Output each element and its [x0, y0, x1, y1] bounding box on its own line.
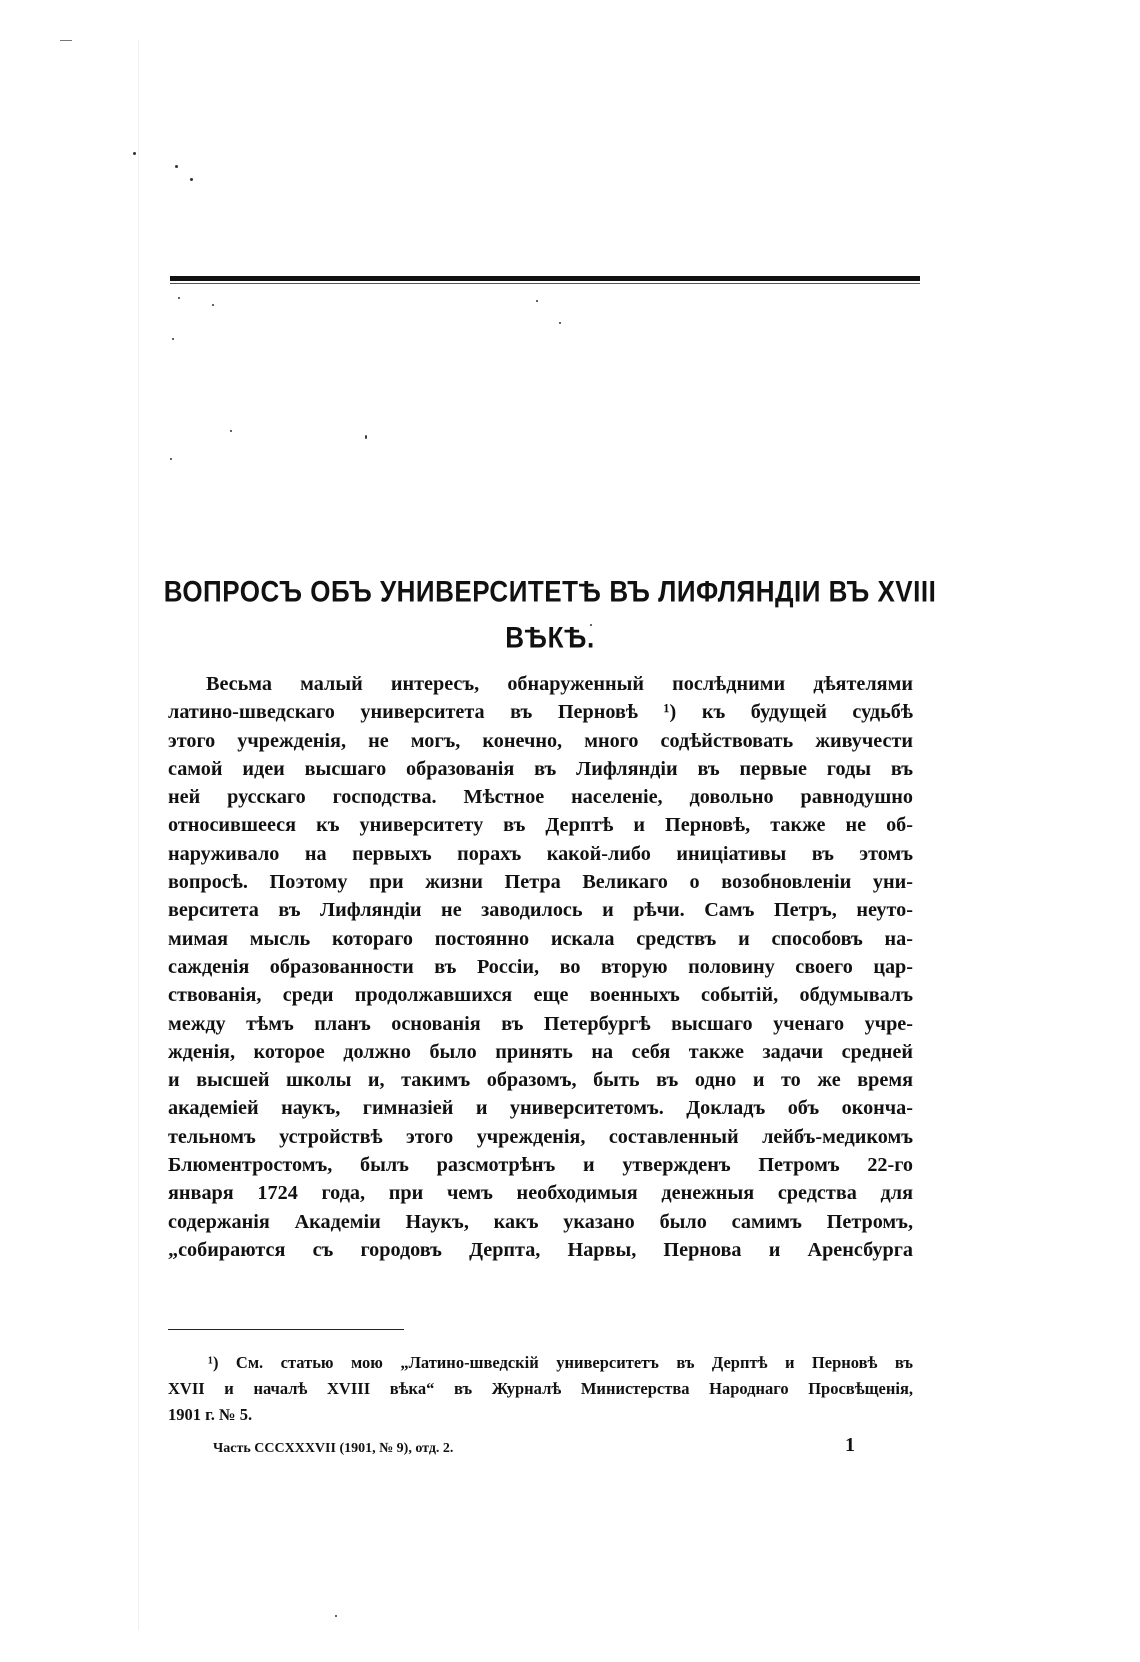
header-rule: [170, 276, 920, 281]
body-line: ней русскаго господства. Мѣстное населеніе, довольно равнодушно: [168, 786, 913, 809]
body-line: Блюментростомъ, былъ разсмотрѣнъ и утвержденъ Петромъ 22-го: [168, 1154, 913, 1177]
scan-speck: [178, 297, 180, 299]
body-line: вопросѣ. Поэтому при жизни Петра Великаго о возобновленіи уни-: [168, 871, 913, 894]
scan-speck: [190, 178, 193, 181]
scan-speck: [335, 1615, 337, 1617]
header-rule-thin: [170, 283, 920, 284]
body-line: этого учрежденія, не могъ, конечно, много содѣйствовать живучести: [168, 729, 913, 752]
body-line: содержанія Академіи Наукъ, какъ указано было самимъ Петромъ,: [168, 1210, 913, 1233]
footnote-line: XVII и началѣ XVIII вѣка“ въ Журналѣ Министерства Народнаго Просвѣщенія,: [168, 1379, 913, 1398]
body-line: мимая мысль котораго постоянно искала средствъ и способовъ на-: [168, 927, 913, 950]
scan-speck: [365, 435, 367, 439]
article-title-line-1: ВОПРОСЪ ОБЪ УНИВЕРСИТЕТѢ ВЪ ЛИФЛЯНДІИ ВЪ XVIII: [163, 573, 937, 609]
scan-speck: [536, 300, 538, 302]
scan-corner-mark: [60, 40, 72, 41]
body-line: между тѣмъ планъ основанія въ Петербургѣ высшаго ученаго учре-: [168, 1012, 913, 1035]
body-line: „собираются съ городовъ Дерпта, Нарвы, Пернова и Аренсбурга: [168, 1238, 913, 1261]
page-number: 1: [845, 1434, 855, 1456]
scan-speck: [175, 165, 178, 168]
body-line: самой идеи высшаго образованія въ Лифляндіи въ первые годы въ: [168, 757, 913, 780]
body-line: академіей наукъ, гимназіей и университетомъ. Докладъ объ окончa-: [168, 1097, 913, 1120]
journal-signature: Часть CCCXXXVII (1901, № 9), отд. 2.: [213, 1441, 454, 1456]
body-line: ствованія, среди продолжавшихся еще военныхъ событій, обдумывалъ: [168, 984, 913, 1007]
footnote-separator: [168, 1329, 404, 1330]
scan-speck: [212, 304, 214, 306]
body-line: Весьма малый интересъ, обнаруженный послѣдними дѣятелями: [206, 673, 913, 695]
scan-speck: [170, 458, 172, 460]
page-gutter-shadow: [138, 40, 139, 1630]
article-title-line-2: ВѢКѢ.: [505, 619, 595, 655]
body-line: наруживало на первыхъ порахъ какой-либо иниціативы въ этомъ: [168, 842, 913, 865]
article-title: [160, 568, 940, 660]
body-line: января 1724 года, при чемъ необходимыя денежныя средства для: [168, 1182, 913, 1205]
scan-speck: [230, 430, 232, 432]
body-line: латино-шведскаго университета въ Перновѣ ¹) къ будущей судьбѣ: [168, 701, 913, 724]
scan-speck: [172, 338, 174, 340]
footnote: [168, 1350, 913, 1428]
scan-speck: [133, 152, 136, 155]
article-body: [168, 670, 913, 1264]
footnote-line: ¹) См. статью мою „Латино-шведскій университетъ въ Дерптѣ и Перновѣ въ: [208, 1353, 913, 1372]
body-line: относившееся къ университету въ Дерптѣ и Перновѣ, также не об-: [168, 814, 913, 837]
footnote-line: 1901 г. № 5.: [168, 1405, 253, 1424]
scan-speck: [559, 322, 561, 324]
body-line: жденія, которое должно было принять на себя также задачи средней: [168, 1040, 913, 1063]
body-line: сажденія образованности въ Россіи, во вторую половину своего цар-: [168, 955, 913, 978]
body-line: тельномъ устройствѣ этого учрежденія, составленный лейбъ-медикомъ: [168, 1125, 913, 1148]
body-line: верситета въ Лифляндіи не заводилось и рѣчи. Самъ Петръ, неуто-: [168, 899, 913, 922]
body-line: и высшей школы и, такимъ образомъ, быть въ одно и то же время: [168, 1069, 913, 1092]
